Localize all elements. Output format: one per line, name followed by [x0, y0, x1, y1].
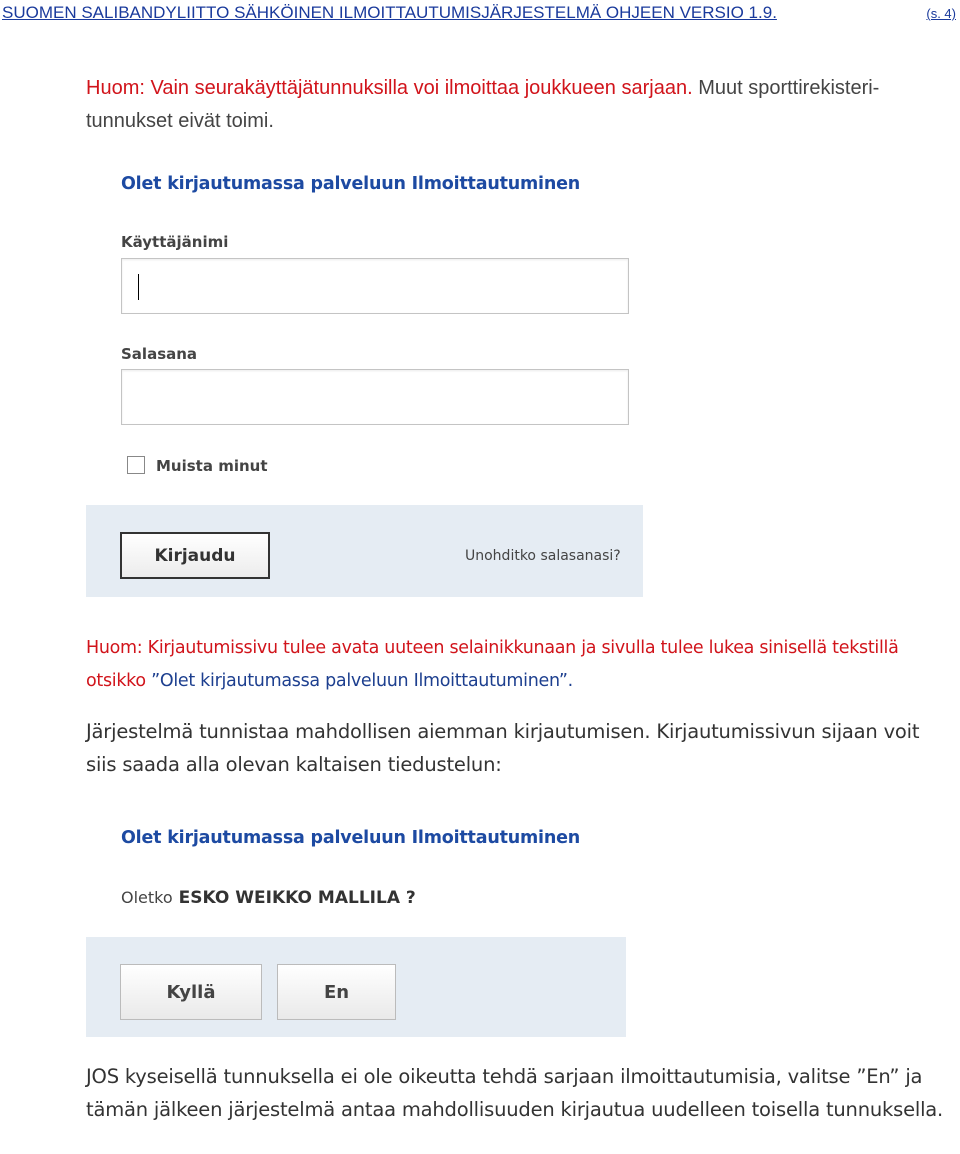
username-label: Käyttäjänimi: [121, 233, 229, 251]
confirm-question-name: ESKO WEIKKO MALLILA ?: [178, 888, 416, 908]
confirm-question-prefix: Oletko: [121, 888, 173, 907]
remember-me-checkbox[interactable]: [127, 456, 145, 474]
header-title-link[interactable]: SUOMEN SALIBANDYLIITTO SÄHKÖINEN ILMOITTAUTUMISJÄRJESTELMÄ OHJEEN VERSIO 1.9.: [2, 3, 777, 22]
login-title: Olet kirjautumassa palveluun Ilmoittautuminen: [121, 174, 581, 194]
confirm-button-bar: [86, 937, 626, 1037]
confirm-title: Olet kirjautumassa palveluun Ilmoittautuminen: [121, 828, 581, 848]
confirm-screenshot: [86, 820, 626, 1037]
login-note: [86, 632, 906, 698]
login-button[interactable]: Kirjaudu: [120, 532, 270, 579]
document-header: [2, 3, 958, 25]
login-note-red-text: Huom: Kirjautumissivu tulee avata uuteen selainikkunaan ja sivulla tulee lukea sinisellä tekstillä otsikko: [86, 638, 899, 691]
password-input[interactable]: [121, 369, 629, 425]
forgot-password-link[interactable]: Unohditko salasanasi?: [465, 548, 621, 564]
password-label: Salasana: [121, 345, 198, 363]
remember-me-label: Muista minut: [156, 457, 268, 475]
intro-warning: Huom: Vain seurakäyttäjätunnuksilla voi ilmoittaa joukkueen sarjaan.: [86, 77, 693, 99]
confirm-question: [121, 888, 416, 908]
login-screenshot: [86, 165, 643, 597]
yes-button[interactable]: Kyllä: [120, 964, 262, 1020]
paragraph-instructions: JOS kyseisellä tunnuksella ei ole oikeutta tehdä sarjaan ilmoittautumisia, valitse ”En” ja tämän jälkeen järjestelmä antaa mahdollisuuden kirjautua uudelleen toisella tunnuksella.: [86, 1065, 944, 1121]
text-caret: [138, 274, 139, 300]
login-button-bar: [86, 505, 643, 597]
username-input[interactable]: [121, 258, 629, 314]
intro-rest: Muut sporttirekisteri-tunnukset eivät toimi.: [86, 77, 880, 132]
login-note-blue-text: ”Olet kirjautumassa palveluun Ilmoittautuminen”.: [151, 671, 573, 691]
paragraph-previous-login: Järjestelmä tunnistaa mahdollisen aiemman kirjautumisen. Kirjautumissivun sijaan voit siis saada alla olevan kaltaisen tiedustelun:: [86, 720, 920, 776]
intro-paragraph: [86, 72, 886, 138]
header-page-number-link[interactable]: (s. 4): [926, 6, 956, 21]
no-button[interactable]: En: [277, 964, 396, 1020]
